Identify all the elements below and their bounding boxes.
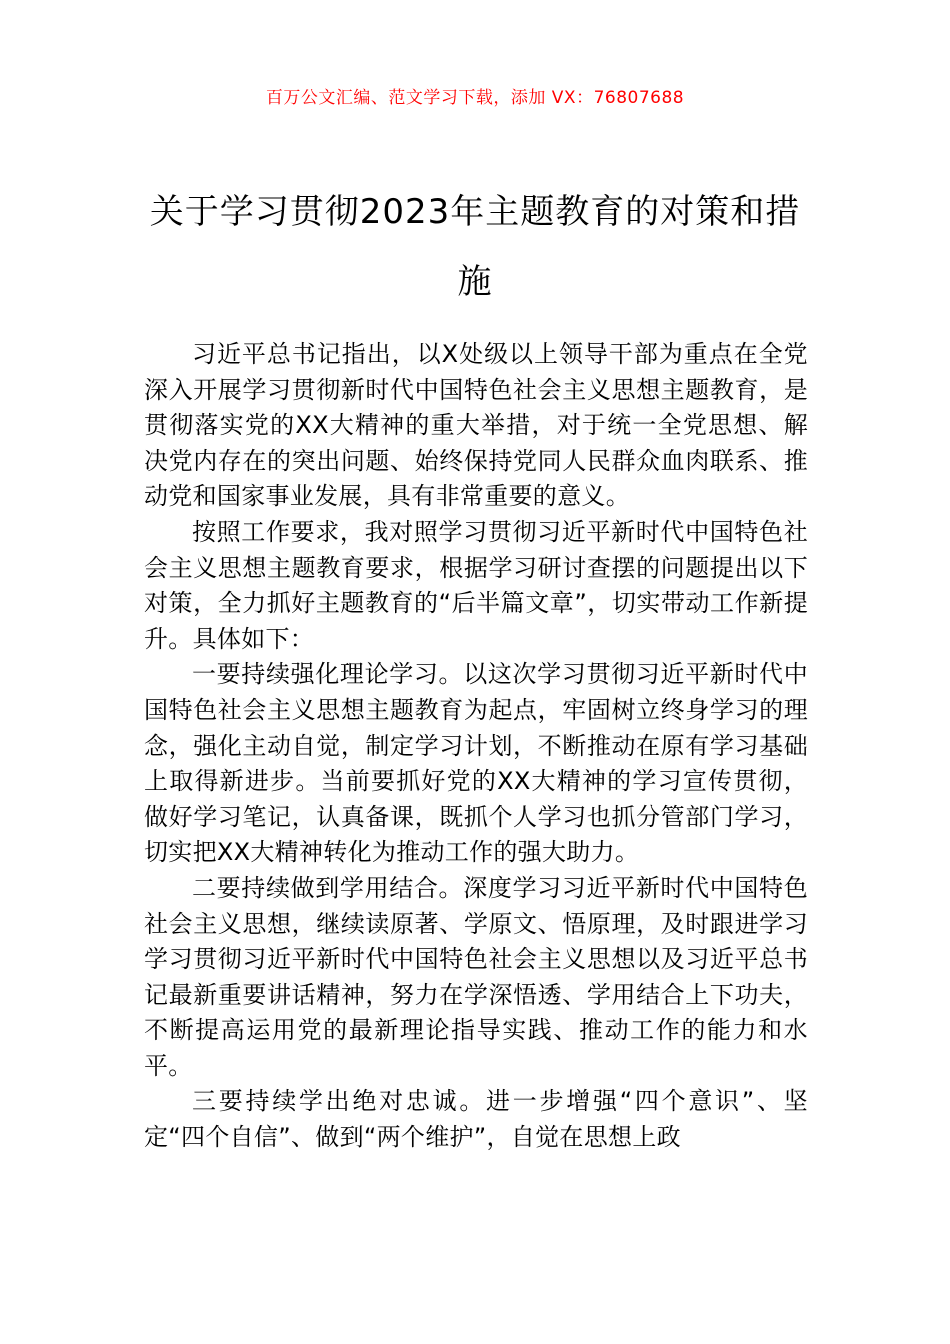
- paragraph-intro: 习近平总书记指出，以X处级以上领导干部为重点在全党深入开展学习贯彻新时代中国特色社会主义思想主题教育，是贯彻落实党的XX大精神的重大举措，对于统一全党思想、解决党内存在的突出问题、始终保持党同人民群众血肉联系、推动党和国家事业发展，具有非常重要的意义。: [144, 340, 808, 511]
- paragraph-point-three: 三要持续学出绝对忠诚。进一步增强“四个意识”、坚定“四个自信”、做到“两个维护”，自觉在思想上政: [144, 1087, 808, 1152]
- header-banner: 百万公文汇编、范文学习下载，添加 VX：76807688: [265, 88, 685, 108]
- paragraph-point-two: 二要持续做到学用结合。深度学习习近平新时代中国特色社会主义思想，继续读原著、学原文、悟原理，及时跟进学习学习贯彻习近平新时代中国特色社会主义思想以及习近平总书记最新重要讲话精神，努力在学深悟透、学用结合上下功夫，不断提高运用党的最新理论指导实践、推动工作的能力和水平。: [144, 873, 808, 1080]
- document-title: 关于学习贯彻2023年主题教育的对策和措施: [149, 192, 801, 302]
- document-body: [144, 337, 808, 1156]
- paragraph-requirements: 按照工作要求，我对照学习贯彻习近平新时代中国特色社会主义思想主题教育要求，根据学习研讨查摆的问题提出以下对策，全力抓好主题教育的“后半篇文章”，切实带动工作新提升。具体如下：: [144, 517, 808, 653]
- paragraph-point-one: 一要持续强化理论学习。以这次学习贯彻习近平新时代中国特色社会主义思想主题教育为起点，牢固树立终身学习的理念，强化主动自觉，制定学习计划，不断推动在原有学习基础上取得新进步。当前要抓好党的XX大精神的学习宣传贯彻，做好学习笔记，认真备课，既抓个人学习也抓分管部门学习，切实把XX大精神转化为推动工作的强大助力。: [144, 660, 808, 867]
